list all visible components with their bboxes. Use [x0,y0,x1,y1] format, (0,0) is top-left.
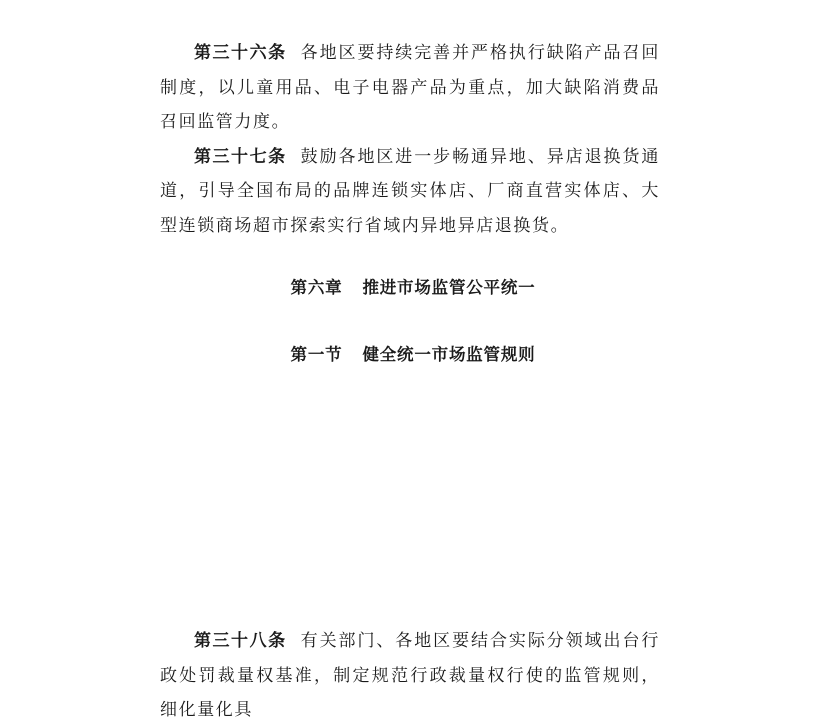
article-36-label: 第三十六条 [194,43,287,63]
chapter-heading [0,277,826,299]
chapter-title: 推进市场监管公平统一 [362,278,536,297]
articles-block-top [160,36,660,243]
section-heading [0,344,826,366]
articles-block-bottom [160,624,660,728]
article-36 [160,36,660,140]
article-38 [160,624,660,728]
chapter-number: 第六章 [290,278,343,297]
article-38-label: 第三十八条 [194,631,287,651]
section-title: 健全统一市场监管规则 [362,345,536,364]
article-37 [160,140,660,244]
section-number: 第一节 [290,345,343,364]
article-37-label: 第三十七条 [194,146,287,167]
article-36-text: 各地区要持续完善并严格执行缺陷产品召回制度，以儿童用品、电子电器产品为重点，加大缺陷消费品召回监管力度。 [160,43,660,132]
article-37-text: 鼓励各地区进一步畅通异地、异店退换货通道，引导全国布局的品牌连锁实体店、厂商直营实体店、大型连锁商场超市探索实行省域内异地异店退换货。 [160,146,660,236]
article-38-text: 有关部门、各地区要结合实际分领域出台行政处罚裁量权基准，制定规范行政裁量权行使的监管规则，细化量化具 [160,631,660,720]
